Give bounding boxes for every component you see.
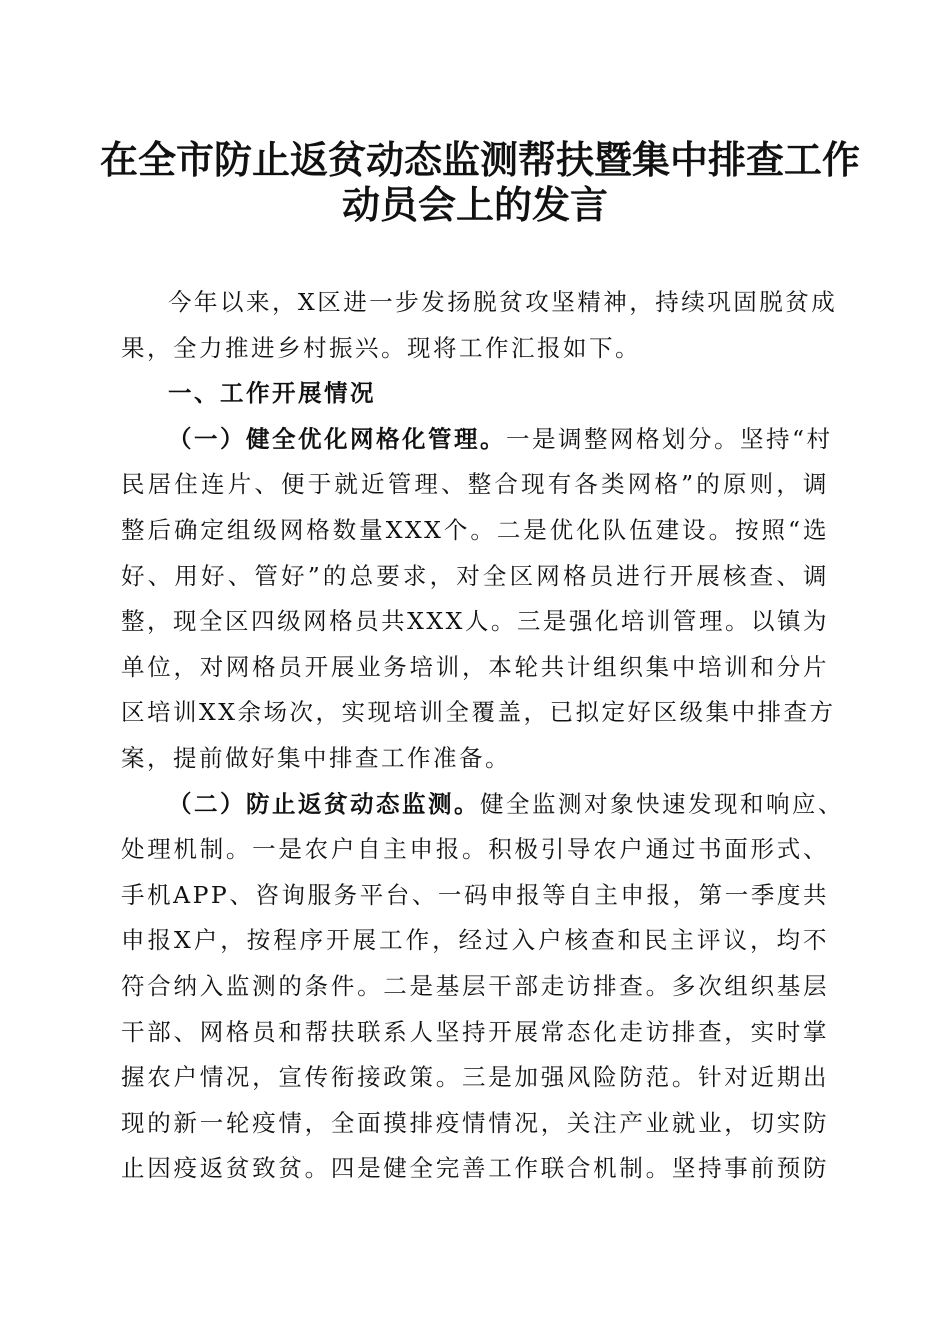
document-title-line-1: 在全市防止返贫动态监测帮扶暨集中排查工作 xyxy=(100,137,861,182)
para1-line-1-rest: 一是调整网格划分。坚持“村 xyxy=(506,424,833,453)
para2-line-5: 符合纳入监测的条件。二是基层干部走访排查。多次组织基层 xyxy=(121,971,829,1000)
para1-line-4: 好、用好、管好”的总要求，对全区网格员进行开展核查、调 xyxy=(121,561,829,590)
para2-line-6: 干部、网格员和帮扶联系人坚持开展常态化走访排查，实时掌 xyxy=(121,1017,829,1046)
para1-line-1 xyxy=(121,417,833,463)
para2-line-1-rest: 健全监测对象快速发现和响应、 xyxy=(480,789,844,818)
para1-line-8: 案，提前做好集中排查工作准备。 xyxy=(121,743,511,772)
intro-line-2: 果，全力推进乡村振兴。现将工作汇报如下。 xyxy=(121,333,641,362)
para2-line-8: 现的新一轮疫情，全面摸排疫情情况，关注产业就业，切实防 xyxy=(121,1108,829,1137)
document-title-line-2: 动员会上的发言 xyxy=(341,182,608,227)
para2-line-9: 止因疫返贫致贫。四是健全完善工作联合机制。坚持事前预防 xyxy=(121,1154,829,1183)
intro-line-1: 今年以来，X区进一步发扬脱贫攻坚精神，持续巩固脱贫成 xyxy=(168,288,838,316)
para1-line-2: 民居住连片、便于就近管理、整合现有各类网格”的原则，调 xyxy=(121,470,829,499)
para2-lead: （二）防止返贫动态监测。 xyxy=(168,789,480,818)
para2-line-4: 申报X户，按程序开展工作，经过入户核查和民主评议，均不 xyxy=(121,926,829,955)
para1-line-6: 单位，对网格员开展业务培训，本轮共计组织集中培训和分片 xyxy=(121,652,829,681)
para2-line-7: 握农户情况，宣传衔接政策。三是加强风险防范。针对近期出 xyxy=(121,1063,829,1092)
para1-line-7: 区培训XX余场次，实现培训全覆盖，已拟定好区级集中排查方 xyxy=(121,698,836,727)
section-heading-1: 一、工作开展情况 xyxy=(168,379,376,408)
para2-line-2: 处理机制。一是农户自主申报。积极引导农户通过书面形式、 xyxy=(121,835,829,864)
para1-line-5: 整，现全区四级网格员共XXX人。三是强化培训管理。以镇为 xyxy=(121,607,829,636)
para1-line-3: 整后确定组级网格数量XXX个。二是优化队伍建设。按照“选 xyxy=(121,515,829,544)
document-body xyxy=(121,280,844,1192)
para1-lead: （一）健全优化网格化管理。 xyxy=(168,424,506,453)
para2-line-1 xyxy=(121,782,844,828)
para2-line-3: 手机APP、咨询服务平台、一码申报等自主申报，第一季度共 xyxy=(121,880,829,909)
